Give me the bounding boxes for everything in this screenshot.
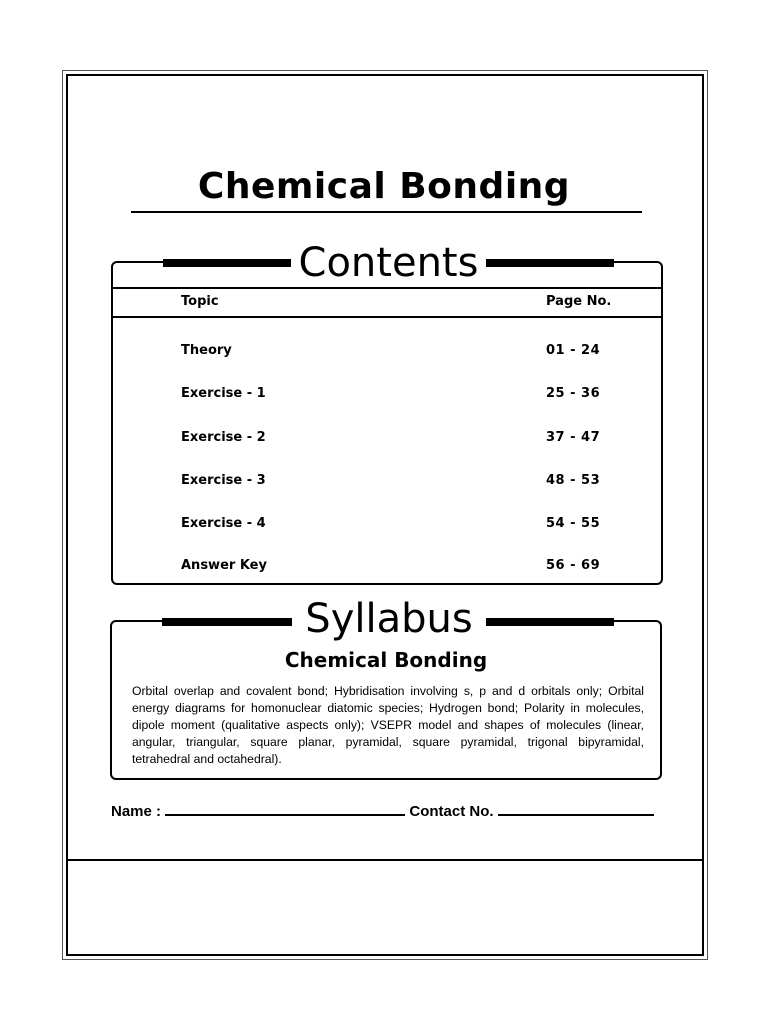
contents-heading-bar-left xyxy=(163,259,291,267)
contents-row-pages: 25 - 36 xyxy=(546,386,601,401)
contents-row-topic: Exercise - 4 xyxy=(181,516,266,531)
name-label: Name : xyxy=(111,803,162,820)
contents-row-topic: Answer Key xyxy=(181,558,267,573)
contents-row-pages: 56 - 69 xyxy=(546,558,601,573)
column-header-topic: Topic xyxy=(181,294,219,309)
contents-heading: Contents xyxy=(291,241,486,285)
column-header-page: Page No. xyxy=(546,294,612,309)
contents-row-pages: 48 - 53 xyxy=(546,473,601,488)
syllabus-heading-bar-left xyxy=(162,618,292,626)
contents-row-topic: Exercise - 2 xyxy=(181,430,266,445)
contents-header-bottom-rule xyxy=(113,316,661,318)
contents-row-pages: 01 - 24 xyxy=(546,343,601,358)
contact-blank-field[interactable] xyxy=(498,800,654,816)
syllabus-heading: Syllabus xyxy=(292,597,486,641)
contents-row-topic: Exercise - 1 xyxy=(181,386,266,401)
contact-label: Contact No. xyxy=(409,803,494,820)
footer-divider xyxy=(66,859,704,861)
contents-row-pages: 54 - 55 xyxy=(546,516,601,531)
contents-heading-bar-right xyxy=(478,259,614,267)
name-blank-field[interactable] xyxy=(165,800,405,816)
document-title: Chemical Bonding xyxy=(197,166,571,207)
contents-box xyxy=(111,261,663,585)
contents-row-topic: Exercise - 3 xyxy=(181,473,266,488)
contents-row-topic: Theory xyxy=(181,343,232,358)
contents-row-pages: 37 - 47 xyxy=(546,430,601,445)
title-underline xyxy=(131,211,642,213)
syllabus-text: Orbital overlap and covalent bond; Hybridisation involving s, p and d orbitals only; Orbital energy diagrams for homonuclear diatomic species; Hydrogen bond; Polarity in molecules, dipole moment (qualitative aspects only); VSEPR model and shapes of molecules (linear, angular, triangular, square planar, pyramidal, square pyramidal, trigonal bipyramidal, tetrahedral and octahedral). xyxy=(132,684,644,766)
contents-header-top-rule xyxy=(113,287,661,289)
syllabus-subheading: Chemical Bonding xyxy=(284,648,488,672)
syllabus-heading-bar-right xyxy=(478,618,614,626)
name-contact-line xyxy=(111,800,654,820)
